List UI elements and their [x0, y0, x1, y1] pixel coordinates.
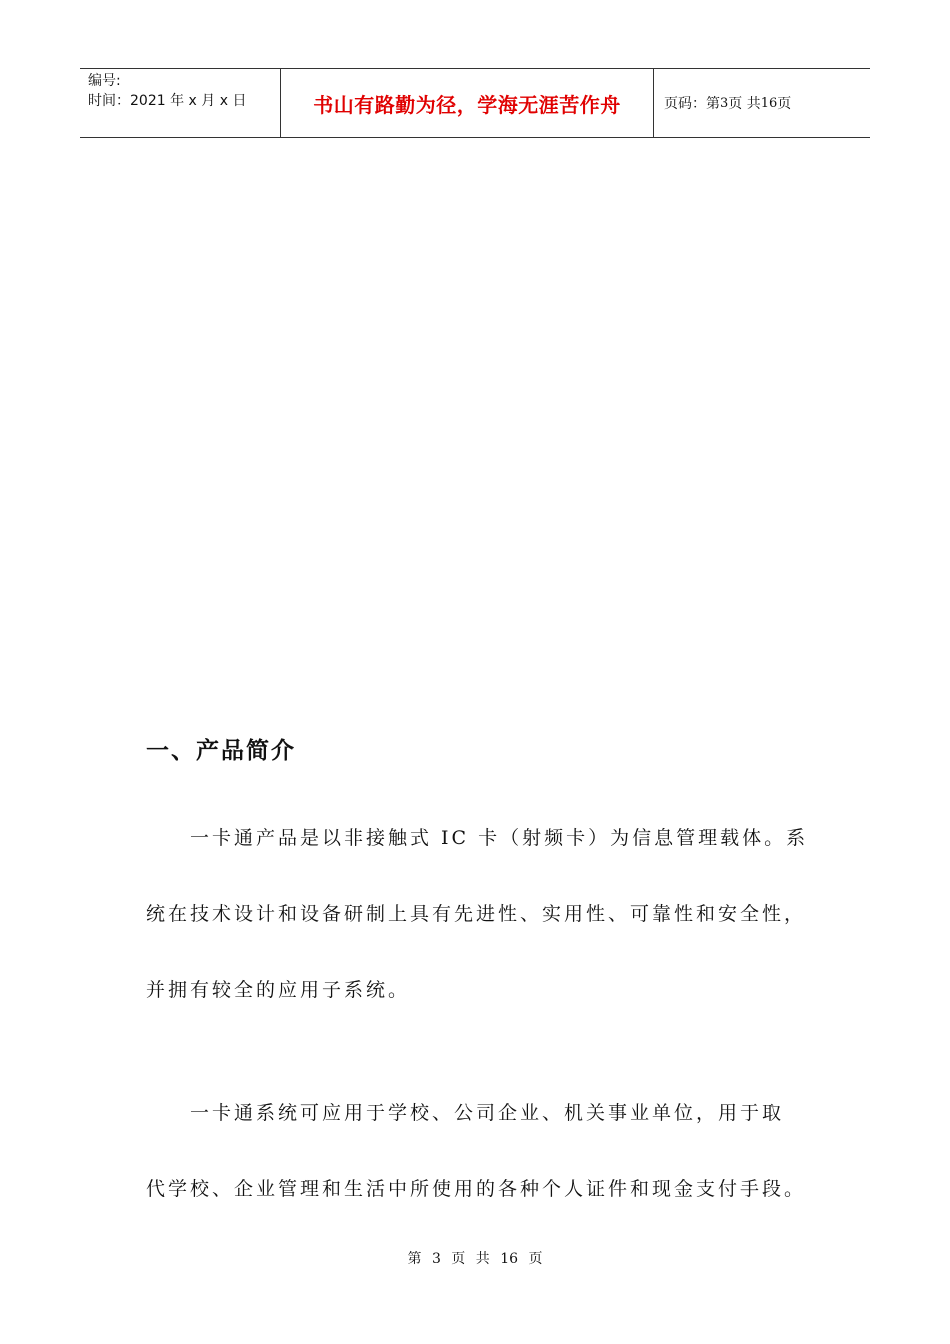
page-mid: 页 共 — [728, 96, 761, 112]
page-suffix: 页 — [777, 96, 792, 112]
paragraph-line: 一卡通产品是以非接触式 IC 卡（射频卡）为信息管理载体。系 — [190, 827, 809, 849]
paragraph-line: 一卡通系统可应用于学校、公司企业、机关事业单位，用于取 — [190, 1102, 785, 1124]
section-title: 一、产品简介 — [146, 738, 296, 764]
header-meta — [80, 69, 281, 137]
time-label: 时间：2021 年 x 月 x 日 — [88, 93, 247, 109]
page-header — [80, 68, 870, 138]
number-label: 编号: — [88, 73, 121, 89]
page-current: 3 — [720, 95, 729, 111]
paragraph-line: 代学校、企业管理和生活中所使用的各种个人证件和现金支付手段。 — [146, 1178, 807, 1200]
header-motto: 书山有路勤为径，学海无涯苦作舟 — [281, 69, 654, 137]
page-footer: 第 3 页 共 16 页 — [407, 1251, 543, 1267]
page-prefix: 页码：第 — [664, 96, 720, 112]
paragraph-line: 统在技术设计和设备研制上具有先进性、实用性、可靠性和安全性， — [146, 903, 807, 925]
page-total: 16 — [760, 95, 778, 111]
header-page-info — [654, 69, 870, 137]
paragraph-line: 并拥有较全的应用子系统。 — [146, 979, 411, 1001]
